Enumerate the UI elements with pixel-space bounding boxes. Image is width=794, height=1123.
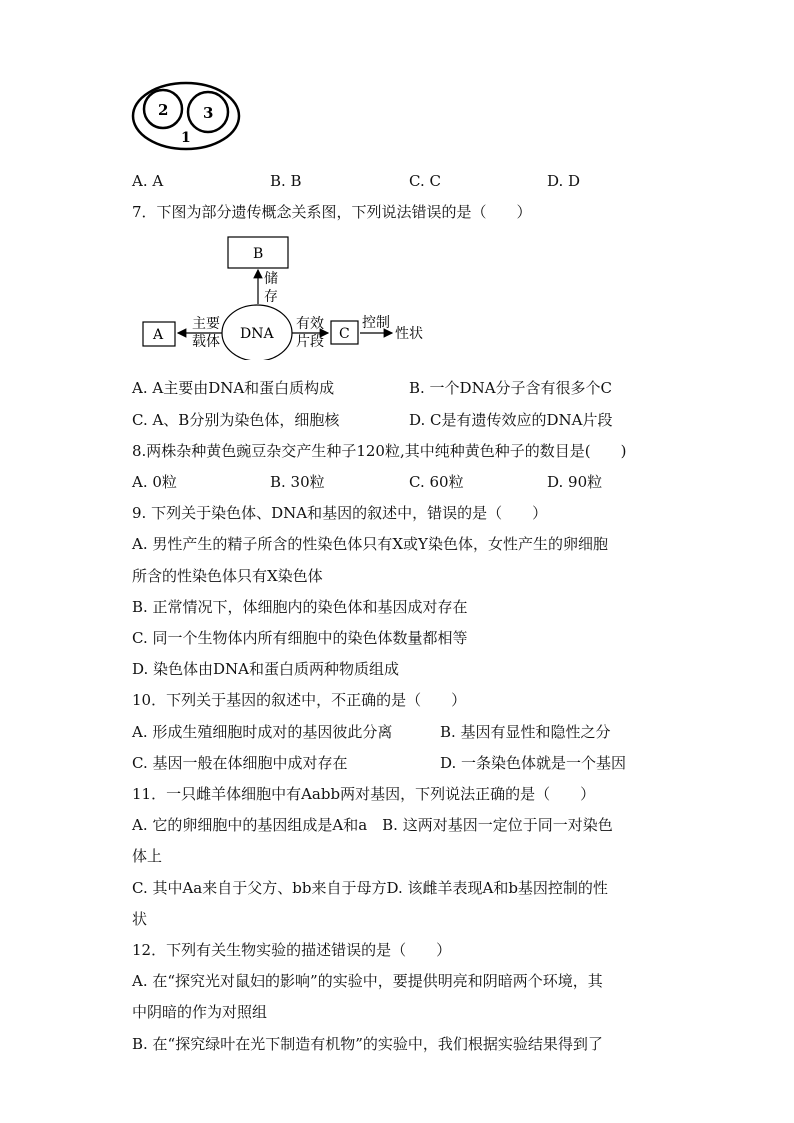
- label-main-2: 载体: [192, 334, 220, 350]
- q8-option-a: A. 0粒: [132, 473, 177, 491]
- label-trait: 性状: [395, 326, 423, 342]
- q6-option-b: B. B: [270, 172, 302, 190]
- q11-line1: A. 它的卵细胞中的基因组成是A和a B. 这两对基因一定位于同一对染色: [132, 816, 613, 834]
- q7-option-a: A. A主要由DNA和蛋白质构成: [132, 379, 335, 397]
- q12-option-b-line1: B. 在“探究绿叶在光下制造有机物”的实验中，我们根据实验结果得到了: [132, 1035, 603, 1053]
- q8-option-c: C. 60粒: [409, 473, 464, 491]
- genetics-concept-diagram: [140, 234, 440, 360]
- q11-stem: 11．一只雌羊体细胞中有Aabb两对基因，下列说法正确的是（ ）: [132, 785, 596, 803]
- q9-option-a-line1: A. 男性产生的精子所含的性染色体只有X或Y染色体，女性产生的卵细胞: [132, 535, 608, 553]
- box-a-label: A: [153, 327, 164, 343]
- q6-option-c: C. C: [409, 172, 441, 190]
- q12-stem: 12．下列有关生物实验的描述错误的是（ ）: [132, 941, 452, 959]
- q11-line3: C. 其中Aa来自于父方、bb来自于母方D. 该雌羊表现A和b基因控制的性: [132, 879, 608, 897]
- q9-option-d: D. 染色体由DNA和蛋白质两种物质组成: [132, 660, 400, 678]
- q6-option-a: A. A: [132, 172, 164, 190]
- q8-option-b: B. 30粒: [270, 473, 325, 491]
- q10-option-a: A. 形成生殖细胞时成对的基因彼此分离: [132, 723, 393, 741]
- dna-label: DNA: [240, 326, 274, 342]
- label-main-1: 主要: [192, 316, 220, 332]
- label-2: 2: [158, 101, 169, 119]
- q11-line4: 状: [132, 910, 148, 928]
- q7-option-c: C. A、B分别为染色体，细胞核: [132, 411, 340, 429]
- q10-option-c: C. 基因一般在体细胞中成对存在: [132, 754, 348, 772]
- q8-stem: 8.两株杂种黄色豌豆杂交产生种子120粒,其中纯种黄色种子的数目是( ): [132, 442, 627, 460]
- q11-line2: 体上: [132, 847, 163, 865]
- q9-option-b: B. 正常情况下，体细胞内的染色体和基因成对存在: [132, 598, 468, 616]
- q12-option-a-line1: A. 在“探究光对鼠妇的影响”的实验中，要提供明亮和阴暗两个环境，其: [132, 972, 603, 990]
- box-b-label: B: [253, 246, 264, 262]
- label-control: 控制: [362, 315, 390, 331]
- label-3: 3: [203, 104, 214, 122]
- label-store-2: 存: [264, 289, 278, 305]
- q12-option-a-line2: 中阴暗的作为对照组: [132, 1003, 268, 1021]
- q10-option-d: D. 一条染色体就是一个基因: [440, 754, 627, 772]
- q7-stem: 7．下图为部分遗传概念关系图，下列说法错误的是（ ）: [132, 203, 532, 221]
- q7-option-b: B. 一个DNA分子含有很多个C: [409, 379, 613, 397]
- q9-option-c: C. 同一个生物体内所有细胞中的染色体数量都相等: [132, 629, 468, 647]
- box-c-label: C: [339, 326, 350, 342]
- label-effective-2: 片段: [296, 334, 324, 350]
- label-store-1: 储: [264, 271, 278, 287]
- label-effective-1: 有效: [296, 316, 324, 332]
- nested-circles-diagram: [130, 80, 242, 155]
- q7-option-d: D. C是有遗传效应的DNA片段: [409, 411, 613, 429]
- q6-option-d: D. D: [547, 172, 581, 190]
- q10-stem: 10．下列关于基因的叙述中，不正确的是（ ）: [132, 691, 467, 709]
- q9-option-a-line2: 所含的性染色体只有X染色体: [132, 567, 323, 585]
- label-1: 1: [181, 130, 191, 146]
- q10-option-b: B. 基因有显性和隐性之分: [440, 723, 611, 741]
- q8-option-d: D. 90粒: [547, 473, 603, 491]
- q9-stem: 9. 下列关于染色体、DNA和基因的叙述中，错误的是（ ）: [132, 504, 548, 522]
